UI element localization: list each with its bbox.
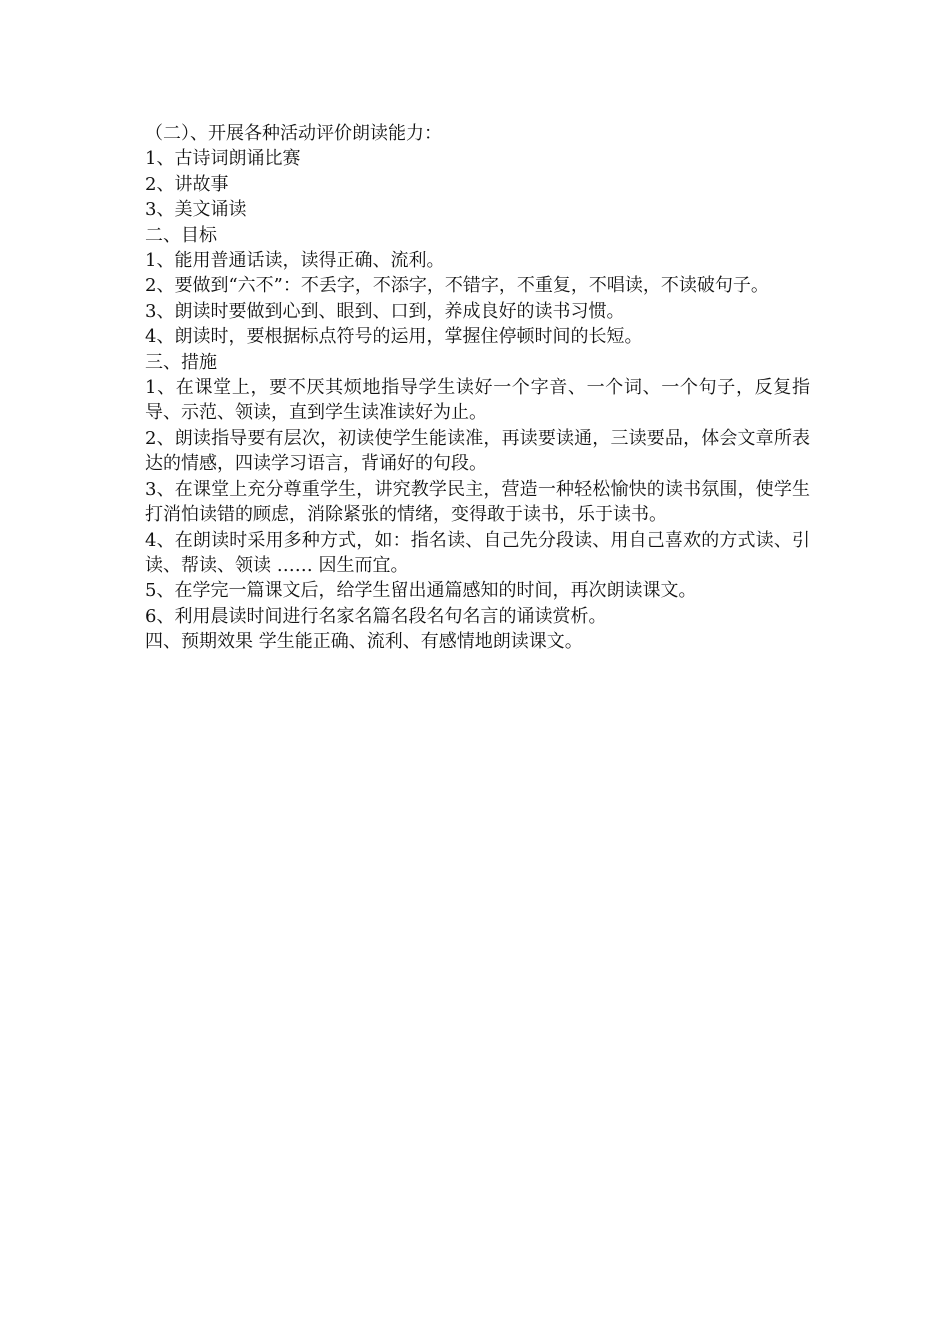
list-item: 6、利用晨读时间进行名家名篇名段名句名言的诵读赏析。 (145, 605, 607, 627)
list-item: 1、古诗词朗诵比赛 (145, 148, 301, 170)
section-heading-expected-outcome: 四、预期效果 学生能正确、流利、有感情地朗读课文。 (145, 631, 583, 653)
list-item: 4、在朗读时采用多种方式，如：指名读、自己先分段读、用自己喜欢的方式读、引读、帮读、领读 …… 因生而宜。 (145, 529, 810, 576)
list-item: 2、讲故事 (145, 173, 229, 195)
list-item: 3、美文诵读 (145, 199, 247, 221)
list-item: 3、在课堂上充分尊重学生，讲究教学民主，营造一种轻松愉快的读书氛围，使学生打消怕读错的顾虑，消除紧张的情绪，变得敢于读书，乐于读书。 (145, 478, 810, 526)
list-item: 3、朗读时要做到心到、眼到、口到，养成良好的读书习惯。 (145, 300, 625, 322)
list-item: 2、要做到“六不”：不丢字，不添字，不错字，不重复，不唱读，不读破句子。 (145, 275, 769, 297)
list-item: 4、朗读时，要根据标点符号的运用，掌握住停顿时间的长短。 (145, 326, 643, 348)
list-item: 5、在学完一篇课文后，给学生留出通篇感知的时间，再次朗读课文。 (145, 580, 697, 602)
list-item: 1、在课堂上，要不厌其烦地指导学生读好一个字音、一个词、一个句子，反复指导、示范、领读，直到学生读准读好为止。 (145, 377, 810, 424)
section-heading-measures: 三、措施 (145, 351, 217, 373)
document-body (145, 121, 810, 655)
section-heading-activities: （二）、开展各种活动评价朗读能力： (145, 123, 442, 144)
list-item: 2、朗读指导要有层次，初读使学生能读准，再读要读通，三读要品，体会文章所表达的情感，四读学习语言，背诵好的句段。 (145, 427, 810, 475)
section-heading-goals: 二、目标 (145, 224, 217, 246)
list-item: 1、能用普通话读，读得正确、流利。 (145, 250, 445, 272)
